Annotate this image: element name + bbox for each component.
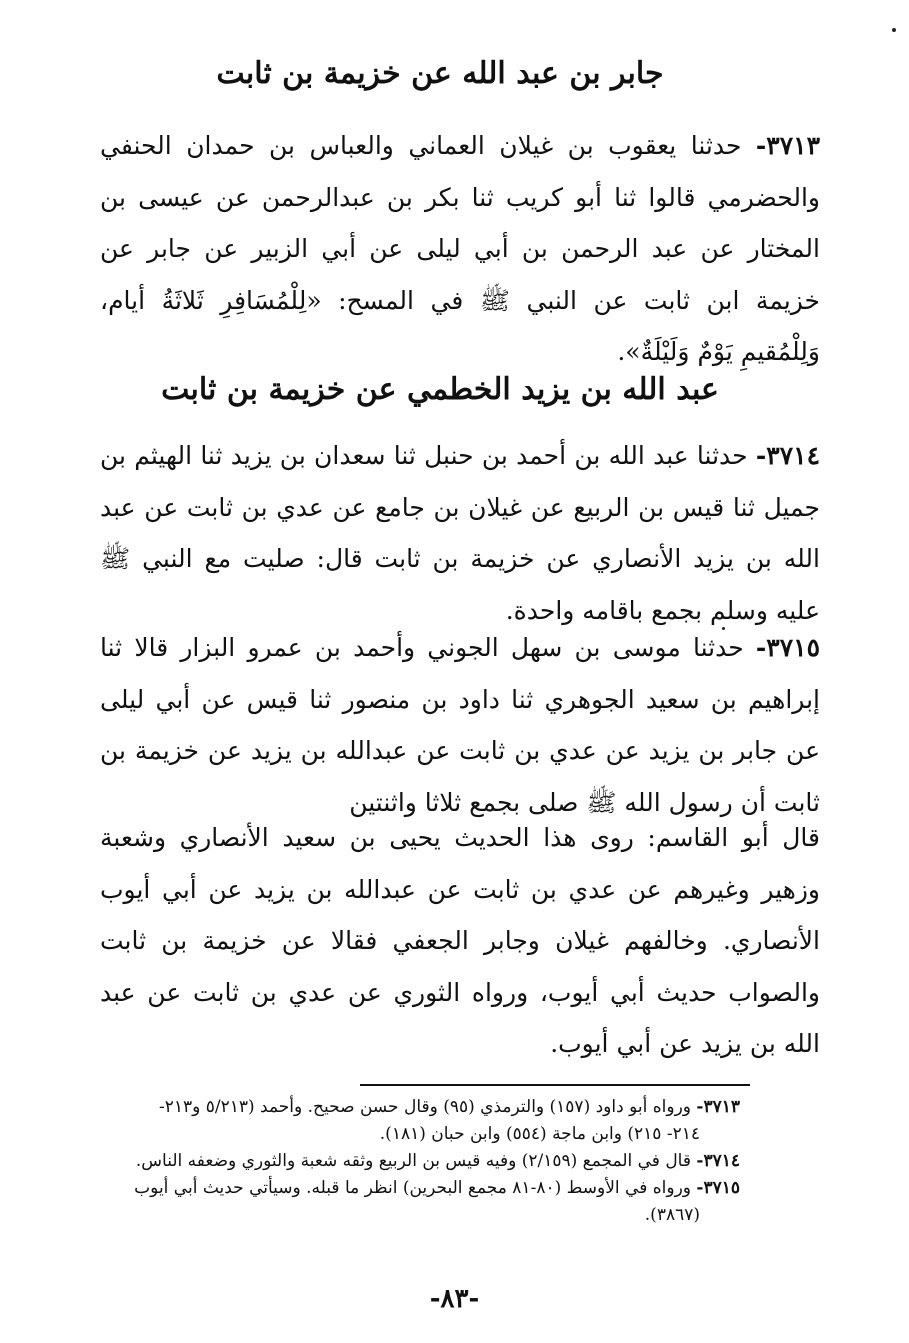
footnote-number: ٣٧١٤- — [696, 1151, 740, 1171]
hadith-text: حدثنا موسى بن سهل الجوني وأحمد بن عمرو البزار قالا ثنا إبراهيم بن سعيد الجوهري ثنا داود بن منصور ثنا قيس عن أبي ليلى عن جابر بن يزيد عن عدي بن ثابت عن عبدالله بن يزيد عن خزيمة بن ثابت أن رسول الله ﷺ صلى بجمع ثلاثا واثنتين — [100, 633, 820, 817]
commentary-text: قال أبو القاسم: روى هذا الحديث يحيى بن سعيد الأنصاري وشعبة وزهير وغيرهم عن عدي بن ثابت عن عبدالله بن يزيد عن أبي أيوب الأنصاري. وخالفهم غيلان وجابر الجعفي فقالا عن خزيمة بن ثابت والصواب حديث أبي أيوب، ورواه الثوري عن عدي بن ثابت عن عبد الله بن يزيد عن أبي أيوب. — [100, 823, 820, 1058]
footnote-text: قال في المجمع (٢/١٥٩) وفيه قيس بن الربيع وثقه شعبة والثوري وضعفه الناس. — [135, 1151, 691, 1171]
footnote-3714 — [100, 1148, 740, 1175]
footnote-divider — [360, 1084, 750, 1086]
footnotes — [100, 1094, 740, 1229]
scan-speck — [892, 28, 896, 32]
hadith-text: حدثنا عبد الله بن أحمد بن حنبل ثنا سعدان بن يزيد ثنا الهيثم بن جميل ثنا قيس بن الربيع عن غيلان بن جامع عن عدي بن ثابت عن عبد الله بن يزيد الأنصاري عن خزيمة بن ثابت قال: صليت مع النبي ﷺ عليه وسلم بجمع باقامه واحدة. — [100, 441, 820, 625]
commentary-abu-alqasim — [100, 812, 820, 1070]
hadith-number: ٣٧١٣- — [755, 131, 821, 160]
footnote-text: ورواه في الأوسط (٨٠-٨١ مجمع البحرين) انظر ما قبله. وسيأتي حديث أبي أيوب — [134, 1178, 691, 1198]
footnote-continuation: (٣٨٦٧). — [644, 1205, 700, 1225]
hadith-3715 — [100, 622, 820, 828]
scan-speck — [722, 627, 725, 630]
page-number: -٨٣- — [429, 1284, 480, 1314]
hadith-text: حدثنا يعقوب بن غيلان العماني والعباس بن حمدان الحنفي والحضرمي قالوا ثنا أبو كريب ثنا بكر بن عبدالرحمن عن عيسى بن المختار عن عبد الرحمن بن أبي ليلى عن أبي الزبير عن جابر عن خزيمة ابن ثابت عن النبي ﷺ في المسح: «لِلْمُسَافِرِ ثَلاثَةُ أيام، وَلِلْمُقيمِ يَوْمٌ وَلَيْلَةٌ». — [100, 131, 820, 366]
hadith-3714 — [100, 430, 820, 636]
section-heading-abdullah: عبد الله بن يزيد الخطمي عن خزيمة بن ثابت — [161, 372, 719, 407]
footnote-continuation: ٢١٤- ٢١٥) وابن ماجة (٥٥٤) وابن حبان (١٨١). — [379, 1124, 700, 1144]
footnote-3715 — [100, 1175, 740, 1202]
hadith-3713 — [100, 120, 820, 378]
footnote-number: ٣٧١٣- — [696, 1097, 740, 1117]
footnote-3713 — [100, 1094, 740, 1121]
footnote-text: ورواه أبو داود (١٥٧) والترمذي (٩٥) وقال حسن صحيح. وأحمد (٥/٢١٣ و٢١٣- — [158, 1097, 691, 1117]
hadith-number: ٣٧١٤- — [755, 441, 820, 470]
footnote-number: ٣٧١٥- — [696, 1178, 740, 1198]
hadith-number: ٣٧١٥- — [755, 633, 820, 662]
section-heading-jabir: جابر بن عبد الله عن خزيمة بن ثابت — [216, 56, 664, 91]
